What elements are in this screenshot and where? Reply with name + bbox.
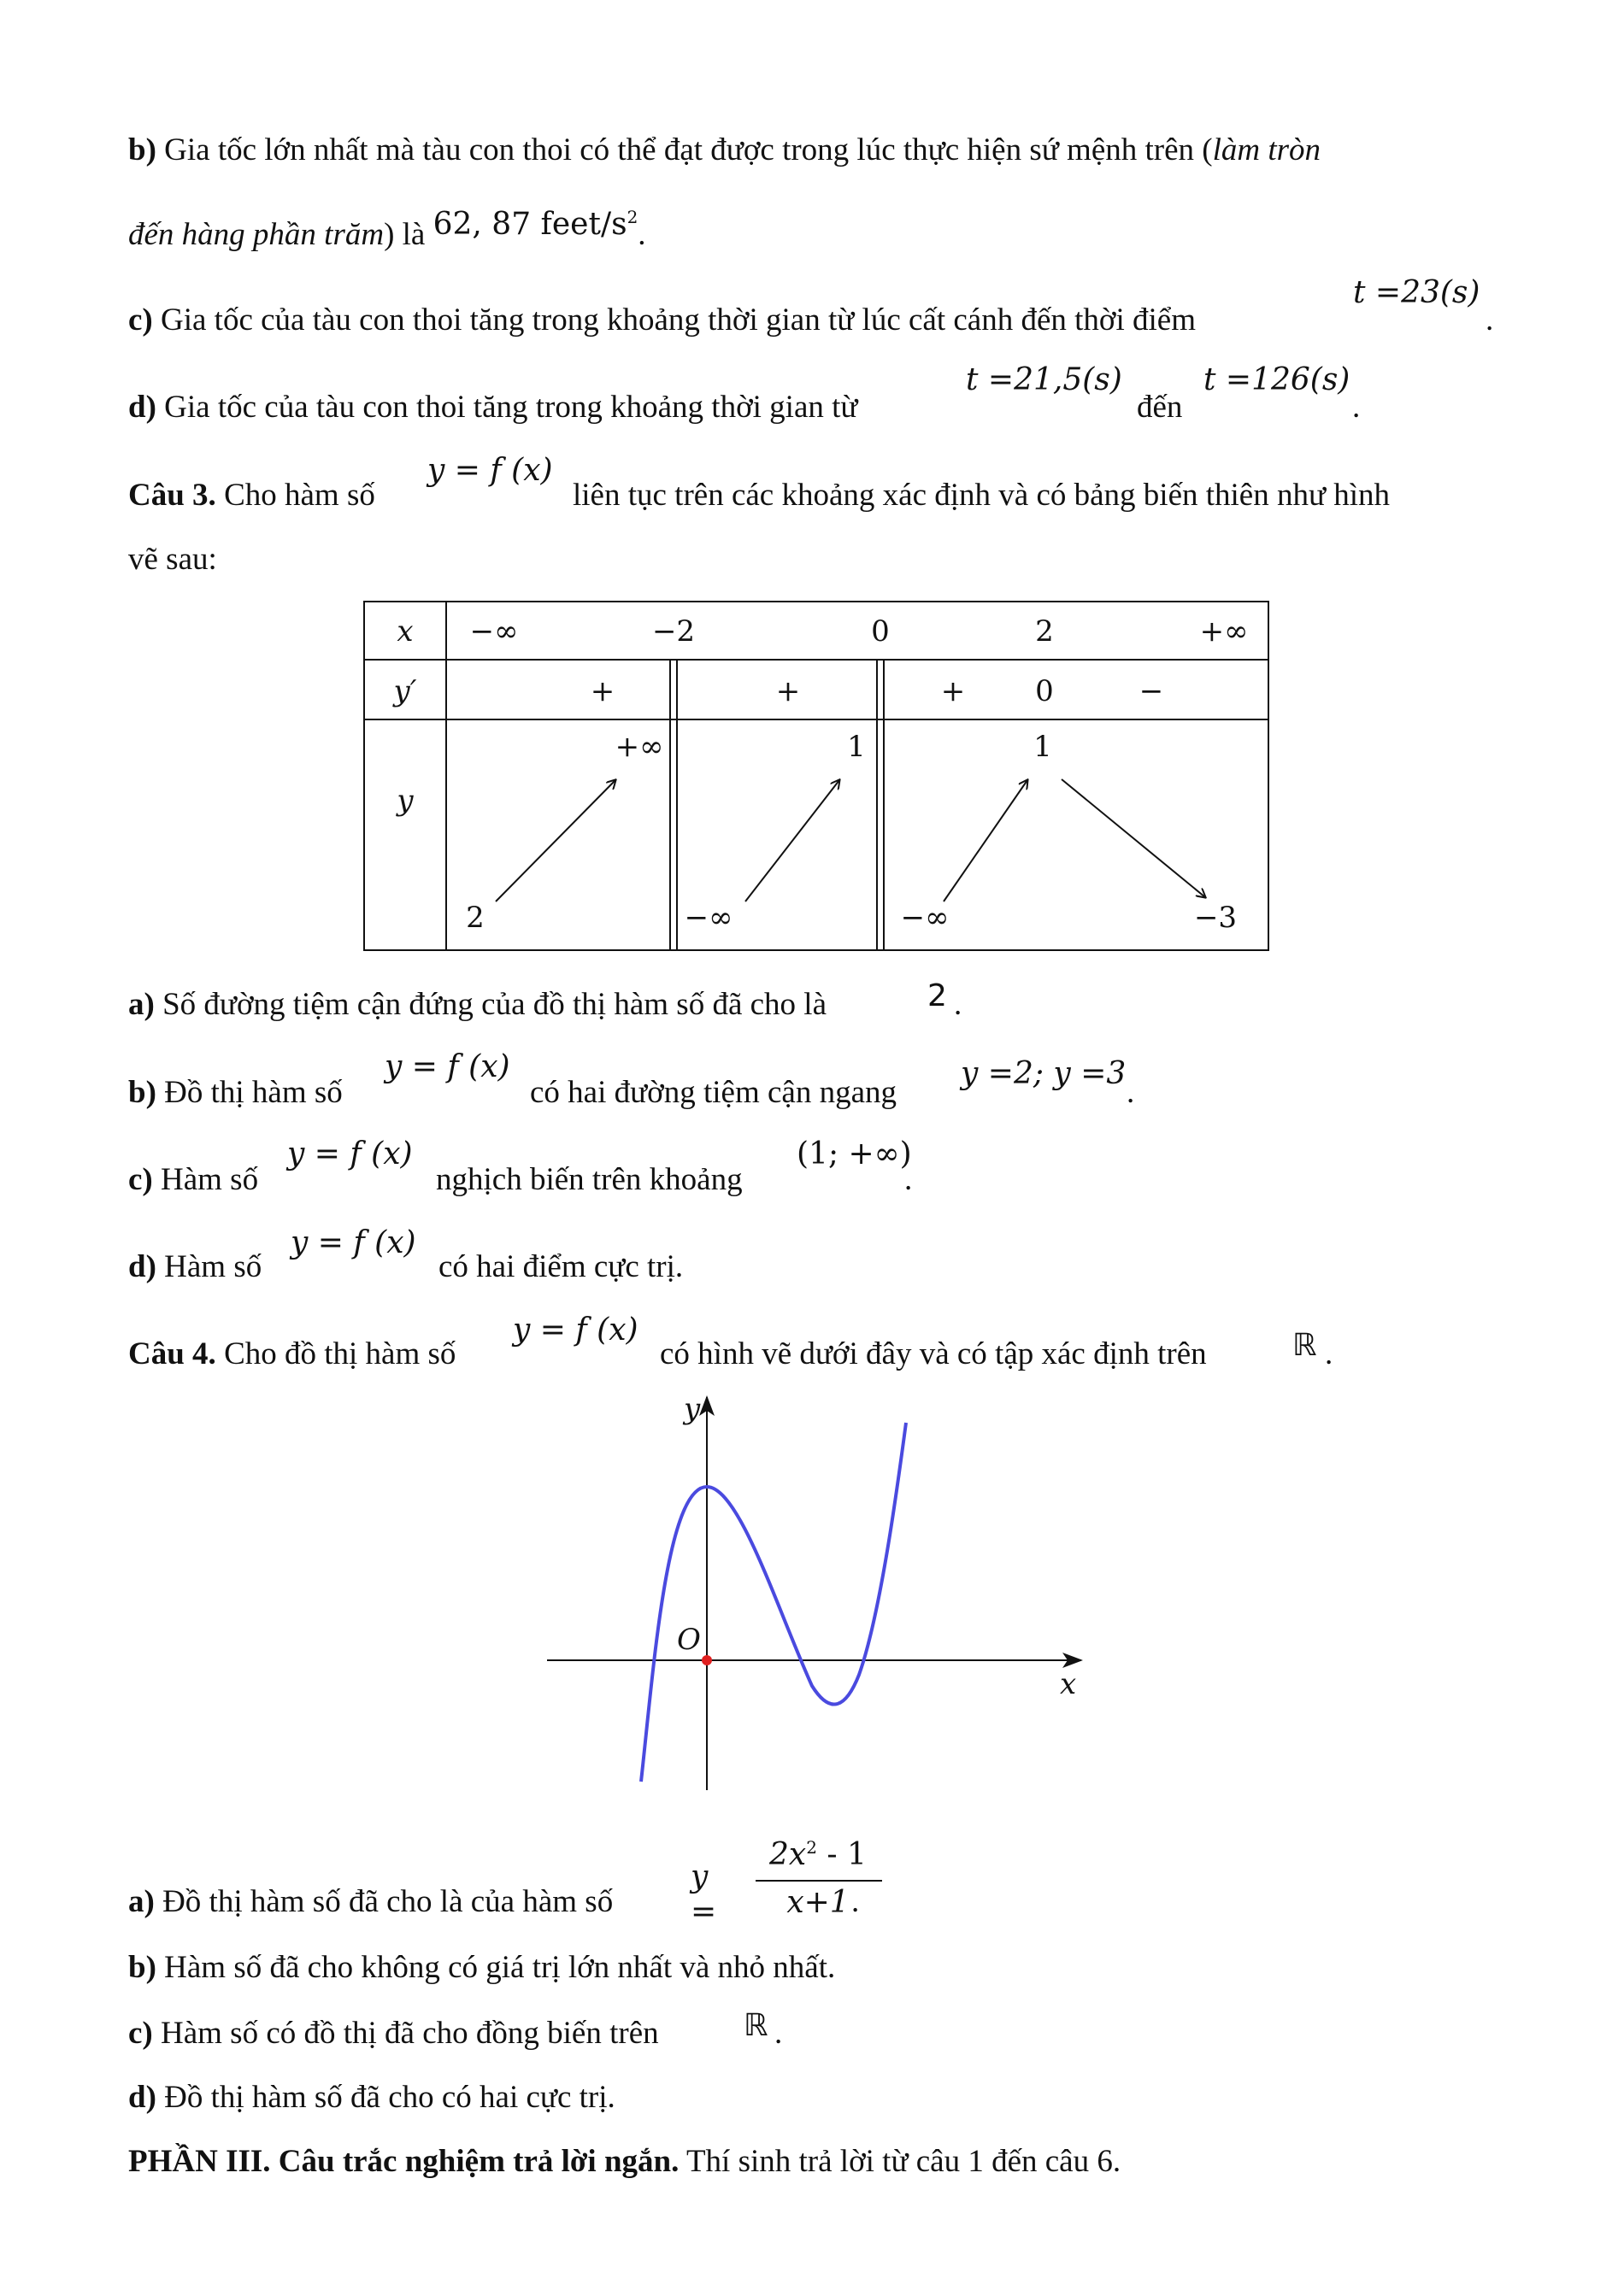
y-value: −∞ <box>900 901 950 935</box>
math-func: y = f (x) <box>287 1136 413 1171</box>
q4-d-line: d) Đồ thị hàm số đã cho có hai cực trị. <box>128 2080 615 2115</box>
question-label: Câu 4. <box>128 1336 216 1371</box>
math-interval: (1; +∞) <box>797 1136 912 1171</box>
q3-d-line: d) Hàm số <box>128 1249 262 1284</box>
x-axis-label: x <box>1060 1667 1077 1701</box>
function-graph <box>530 1384 1094 1803</box>
q4-a-line: a) Đồ thị hàm số đã cho là của hàm số <box>128 1884 614 1919</box>
arrow-up <box>745 780 839 901</box>
x-value: −∞ <box>469 614 519 649</box>
q2-d-line: d) Gia tốc của tàu con thoi tăng trong khoảng thời gian từ <box>128 390 858 425</box>
variation-table <box>359 598 1274 953</box>
sign: + <box>775 674 801 708</box>
math-func: y = f (x) <box>427 453 553 488</box>
y-value: 1 <box>1033 730 1052 764</box>
q3-b-line: b) Đồ thị hàm số <box>128 1075 343 1110</box>
q3-a-line: a) Số đường tiệm cận đứng của đồ thị hàm số đã cho là <box>128 987 827 1022</box>
q3-stem: Câu 3. Cho hàm số <box>128 478 375 513</box>
q3-c-line: c) Hàm số <box>128 1162 259 1197</box>
x-value: 0 <box>871 614 890 649</box>
x-value: −2 <box>651 614 696 649</box>
math-2: 2 <box>927 978 947 1013</box>
x-value: +∞ <box>1199 614 1249 649</box>
y-value: 1 <box>847 730 866 764</box>
y-value: −∞ <box>684 901 733 935</box>
y-axis-label: y <box>684 1392 701 1426</box>
q4-b-line: b) Hàm số đã cho không có giá trị lớn nhất và nhỏ nhất. <box>128 1950 836 1985</box>
q2-b-line: b) Gia tốc lớn nhất mà tàu con thoi có thể đạt được trong lúc thực hiện sứ mệnh trên (làm tròn <box>128 132 1321 167</box>
answer-value: 62, 87 feet/$s^2$ <box>432 207 638 242</box>
question-label: Câu 3. <box>128 478 216 513</box>
origin-point <box>702 1655 712 1665</box>
sign: 0 <box>1035 674 1054 708</box>
y-value: +∞ <box>615 730 664 764</box>
option-label: b) <box>128 132 156 167</box>
set-R: ℝ <box>1292 1328 1317 1363</box>
q2-b-line-2: đến hàng phần trăm) là 62, 87 feet/$s^2$. <box>128 207 646 252</box>
x-value: 2 <box>1035 614 1054 649</box>
math-asymptotes: y =2; y =3 <box>961 1056 1127 1091</box>
math-t-23: t =23(s) <box>1353 275 1480 310</box>
q4-c-line: c) Hàm số có đồ thị đã cho đồng biến trên <box>128 2016 659 2051</box>
arrow-down <box>1062 779 1205 897</box>
arrow-up <box>944 780 1027 901</box>
arrow-up <box>496 780 615 901</box>
math-func: y = f (x) <box>385 1049 510 1084</box>
function-curve <box>641 1423 906 1782</box>
q4-stem: Câu 4. Cho đồ thị hàm số <box>128 1336 456 1371</box>
q2-c-line: c) Gia tốc của tàu con thoi tăng trong khoảng thời gian từ lúc cất cánh đến thời điểm <box>128 302 1196 338</box>
part3-heading: PHẦN III. Câu trắc nghiệm trả lời ngắn. Thí sinh trả lời từ câu 1 đến câu 6. <box>128 2144 1121 2179</box>
math-t-126: t =126(s) <box>1203 362 1350 397</box>
sign: − <box>1139 674 1164 708</box>
set-R: ℝ <box>744 2008 768 2043</box>
table-header-x: x <box>397 614 414 649</box>
table-header-yprime: y′ <box>393 674 417 708</box>
y-value: −3 <box>1193 901 1238 935</box>
origin-label: O <box>677 1623 701 1657</box>
y-value: 2 <box>466 901 485 935</box>
math-t-21-5: t =21,5(s) <box>966 362 1122 397</box>
table-header-y: y <box>397 784 414 818</box>
sign: + <box>940 674 966 708</box>
sign: + <box>590 674 615 708</box>
math-func: y = f (x) <box>291 1225 416 1260</box>
math-func: y = f (x) <box>513 1312 638 1348</box>
section-title: PHẦN III. Câu trắc nghiệm trả lời ngắn. <box>128 2144 680 2179</box>
